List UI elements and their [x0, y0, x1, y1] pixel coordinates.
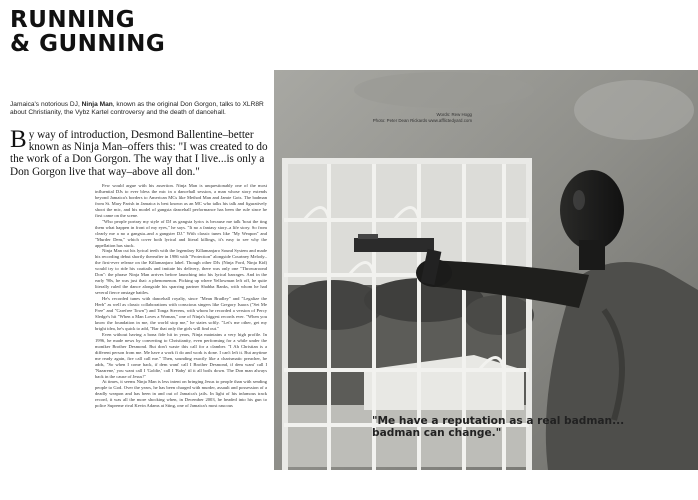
- drop-cap: B: [10, 126, 27, 153]
- article-body: [95, 183, 267, 409]
- body-paragraph: "Who people portray my style of DJ as gangsta lyrics is because me talk 'bout the ting them what happen in front of my eyes," he says. "It no a fantasy story–a life story. So from clearly me a no a gangsta–and a gangster DJ." With classic tunes like "My Weapon" and "Murder Dem," which cover both lyrical and literal killings, it's easy to see why the appellation has stuck.: [95, 218, 267, 248]
- credit-photo: Photo: Peter Dean Rickards www.afflictedyard.com: [372, 118, 472, 123]
- article-lede: [10, 126, 268, 178]
- credits: [292, 112, 472, 124]
- photo-illustration: [274, 70, 698, 470]
- pull-quote: [372, 415, 682, 439]
- body-paragraph: Ninja Man cut his lyrical teeth with the legendary Killamanjaro Sound System and made his recording debut shortly thereafter in 1986 with "Protection" alongside Courtney Melody–the first-ever release on the Killamanjaro label. Though other DJs (Ninja Ford, Ninja Kid) would try to ride his coattails and imitate his delivery, there was only one "Throwaroond Don": the phrase Ninja Man arrives before launching into his lyrical barrages. And in the early '90s, he was just that: a phenomenon. Picking up where Yellowman left off, he quite literally ruled the dance alongside his sparring partner Shabba Ranks, with whom he had several fierce onstage battles.: [95, 248, 267, 296]
- lede-text: y way of introduction, Desmond Ballentine–better known as Ninja Man–offers this: "I was created to do the work of a Don Gorgon. The way that I live...is only a Don Gorgon live that way–above all don.": [10, 129, 268, 178]
- headline: [10, 8, 200, 56]
- credit-words: Words: Rew Hogg: [436, 112, 472, 117]
- dek-post: , known as the original Don Gorgon, talks to XLR8R about Christianity, the Vybz Kartel controversy and the death of dancehall.: [10, 101, 264, 117]
- dek-pre: Jamaica's notorious DJ,: [10, 101, 82, 108]
- body-paragraph: Few would argue with his assertion. Ninja Man is unquestionably one of the most influential DJs to ever bless the mic in a dancehall session, a man whose story extends beyond Jamaica's borders to American MCs like Method Man and Jamie Gots. The badman from St. Mary Parish in Jamaica is best known as an MC who talks his talk and figuratively shoot the mic, and his model of gangsta dancehall performance has been the rule since he first came on the scene.: [95, 183, 267, 218]
- photo-ninja-man: [274, 70, 698, 470]
- pull-quote-line-2: badman can change.": [372, 427, 502, 440]
- article-dek: [10, 101, 280, 118]
- pull-quote-line-1: "Me have a reputation as a real badman...: [372, 415, 625, 427]
- headline-line-1: RUNNING: [10, 7, 136, 33]
- body-paragraph: Even without having a bona fide hit in years, Ninja maintains a very high profile. In 1996, he made news by converting to Christianity, even performing for a while under the moniker Brother Desmond. But don't waste this call for a clamber. "I Ah Christian is a different person from me. Me have a work fi do and work is done. I can't left it. But anytime me ready again, fire call call me." Then, sounding exactly like a charismatic preacher, he adds, "So when I come back, if dem want' call I Brother Desmond, if dem want' call I 'Nazarene,' you want call I 'Goldie,' call I 'Baby' til it all boils down. The Don man always back in the cause of Jesus!": [95, 331, 267, 379]
- dek-name: Ninja Man: [81, 101, 113, 108]
- headline-line-2: & GUNNING: [10, 31, 166, 57]
- body-paragraph: At times, it seems Ninja Man is less intent on bringing Jesus to people than with sending people to God. Over the years, he has been charged with murder, assault and possession of a deadly weapon and has been in and out of Jamaica's jails. In light of his infamous track record, it was all the more shocking when, in December 2003, he headed into his gun to police Supreme rival Kevin Adams at Sting, one of Jamaica's most raucous: [95, 379, 267, 409]
- body-paragraph: He's recorded tunes with dancehall royalty, since "Mean Bradley" and "Legalize the Herb" as well as classic collaborations with conscious singers like Gregory Isaacs ("Set Me Free" and "Carefree Town") and Tonga Stevens, with whom he recorded a version of Percy Sledge's hit "When a Man Loves a Woman," one of Ninja's biggest records ever. "When you know the foundation in me, the world stop me," he states softly. "Let's me other, get my bright idea, he's quick to add, "Bar that only the girls will find out.": [95, 296, 267, 331]
